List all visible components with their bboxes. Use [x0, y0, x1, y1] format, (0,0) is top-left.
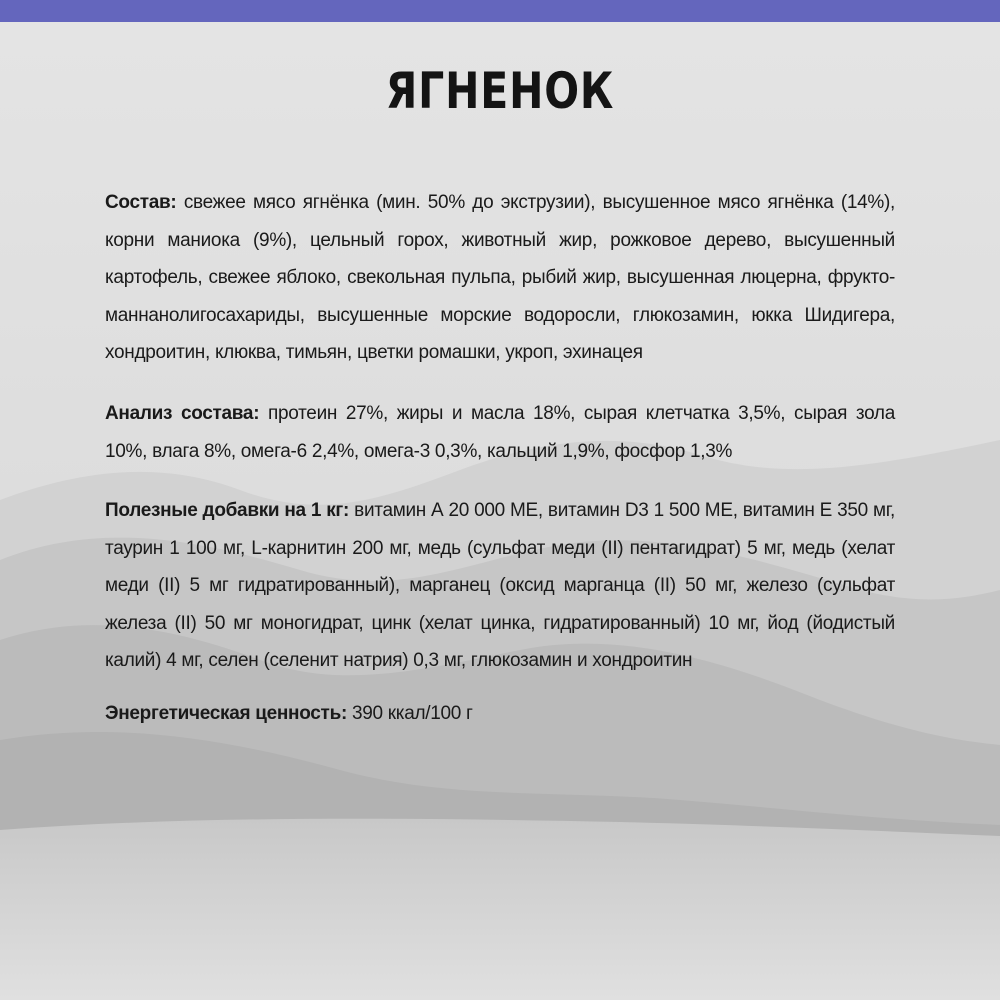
analysis-text: протеин 27%, жиры и масла 18%, сырая клетчатка 3,5%, сырая зола 10%, влага 8%, омега-6 2,4%, омега-3 0,3%, кальций 1,9%, фосфор 1,3%: [105, 403, 895, 462]
analysis-label: Анализ состава:: [105, 403, 260, 424]
additives-text: витамин А 20 000 МЕ, витамин D3 1 500 МЕ, витамин Е 350 мг, таурин 1 100 мг, L-карнитин 200 мг, медь (сульфат меди (II) пентагидрат) 5 мг, медь (хелат меди (II) 5 мг гидратированный), марганец (оксид марганца (II) 50 мг, железо (сульфат железа (II) 50 мг моногидрат, цинк (хелат цинка, гидратированный) 10 мг, йод (йодистый калий) 4 мг, селен (селенит натрия) 0,3 мг, глюкозамин и хондроитин: [105, 500, 896, 671]
energy-section: [105, 695, 895, 733]
energy-text: 390 ккал/100 г: [351, 703, 473, 724]
energy-label: Энергетическая ценность:: [105, 703, 347, 724]
additives-label: Полезные добавки на 1 кг:: [105, 500, 350, 521]
analysis-section: [105, 395, 895, 470]
composition-label: Состав:: [105, 192, 177, 213]
additives-section: [105, 492, 895, 680]
composition-text: свежее мясо ягнёнка (мин. 50% до экструзии), высушенное мясо ягнёнка (14%), корни маниока (9%), цельный горох, животный жир, рожковое дерево, высушенный картофель, свежее яблоко, свекольная пульпа, рыбий жир, высушенная люцерна, фрукто-маннанолигосахариды, высушенные морские водоросли, глюкозамин, юкка Шидигера, хондроитин, клюква, тимьян, цветки ромашки, укроп, эхинацея: [105, 192, 896, 363]
composition-section: [105, 184, 895, 372]
page-title: ЯГНЕНОК: [385, 62, 615, 120]
